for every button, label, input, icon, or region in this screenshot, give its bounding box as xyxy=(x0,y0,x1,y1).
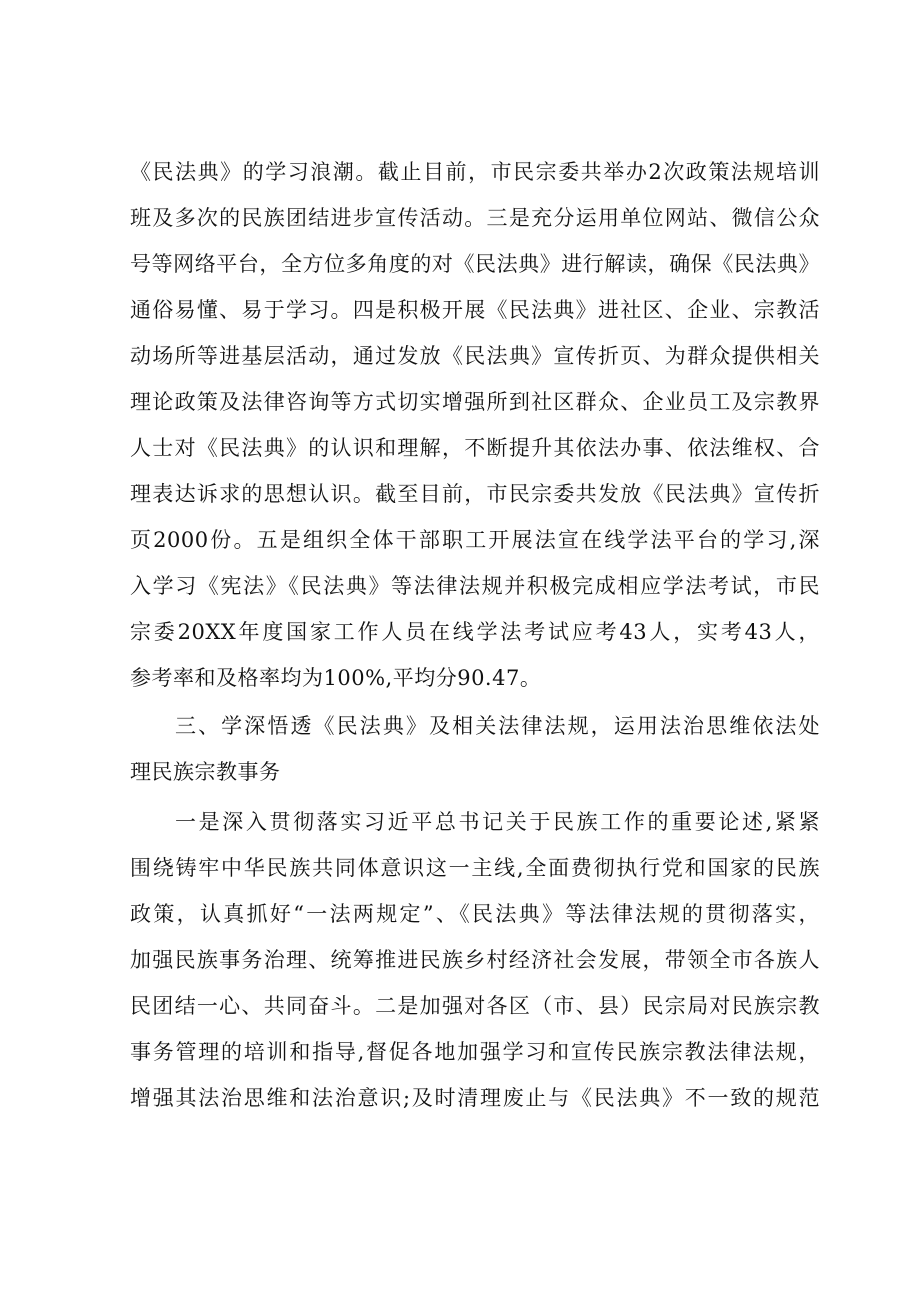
text-line: 宗委20XX年度国家工作人员在线学法考试应考43人，实考43人， xyxy=(130,620,820,644)
text-line: 入学习《宪法》《民法典》等法律法规并积极完成相应学法考试，市民 xyxy=(130,574,820,598)
text-line: 动场所等进基层活动，通过发放《民法典》宣传折页、为群众提供相关 xyxy=(130,344,820,368)
text-line: 一是深入贯彻落实习近平总书记关于民族工作的重要论述,紧紧 xyxy=(175,810,820,834)
text-line: 事务管理的培训和指导,督促各地加强学习和宣传民族宗教法律法规， xyxy=(130,1040,820,1064)
text-line: 《民法典》的学习浪潮。截止目前，市民宗委共举办2次政策法规培训 xyxy=(130,160,820,184)
section-heading-line: 三、学深悟透《民法典》及相关法律法规，运用法治思维依法处 xyxy=(175,714,820,738)
text-line: 围绕铸牢中华民族共同体意识这一主线,全面费彻执行党和国家的民族 xyxy=(130,856,820,880)
text-line: 加强民族事务治理、统筹推进民族乡村经济社会发展，带领全市各族人 xyxy=(130,948,820,972)
text-line: 参考率和及格率均为100%,平均分90.47。 xyxy=(130,666,542,690)
text-line: 理表达诉求的思想认识。截至目前，市民宗委共发放《民法典》宣传折 xyxy=(130,482,820,506)
text-line: 民团结一心、共同奋斗。二是加强对各区（市、县）民宗局对民族宗教 xyxy=(130,994,820,1018)
text-line: 通俗易懂、易于学习。四是积极开展《民法典》进社区、企业、宗教活 xyxy=(130,298,820,322)
text-line: 增强其法治思维和法治意识;及时清理废止与《民法典》不一致的规范 xyxy=(130,1086,820,1110)
text-line: 号等网络平台，全方位多角度的对《民法典》进行解读，确保《民法典》 xyxy=(130,252,820,276)
text-line: 班及多次的民族团结进步宣传活动。三是充分运用单位网站、微信公众 xyxy=(130,206,820,230)
text-line: 理论政策及法律咨询等方式切实增强所到社区群众、企业员工及宗教界 xyxy=(130,390,820,414)
text-line: 政策，认真抓好“一法两规定”、《民法典》等法律法规的贯彻落实， xyxy=(130,902,820,926)
text-line: 人士对《民法典》的认识和理解，不断提升其依法办事、依法维权、合 xyxy=(130,436,820,460)
section-heading-line: 理民族宗教事务 xyxy=(130,760,281,784)
text-line: 页2000份。五是组织全体干部职工开展法宣在线学法平台的学习,深 xyxy=(130,528,820,552)
